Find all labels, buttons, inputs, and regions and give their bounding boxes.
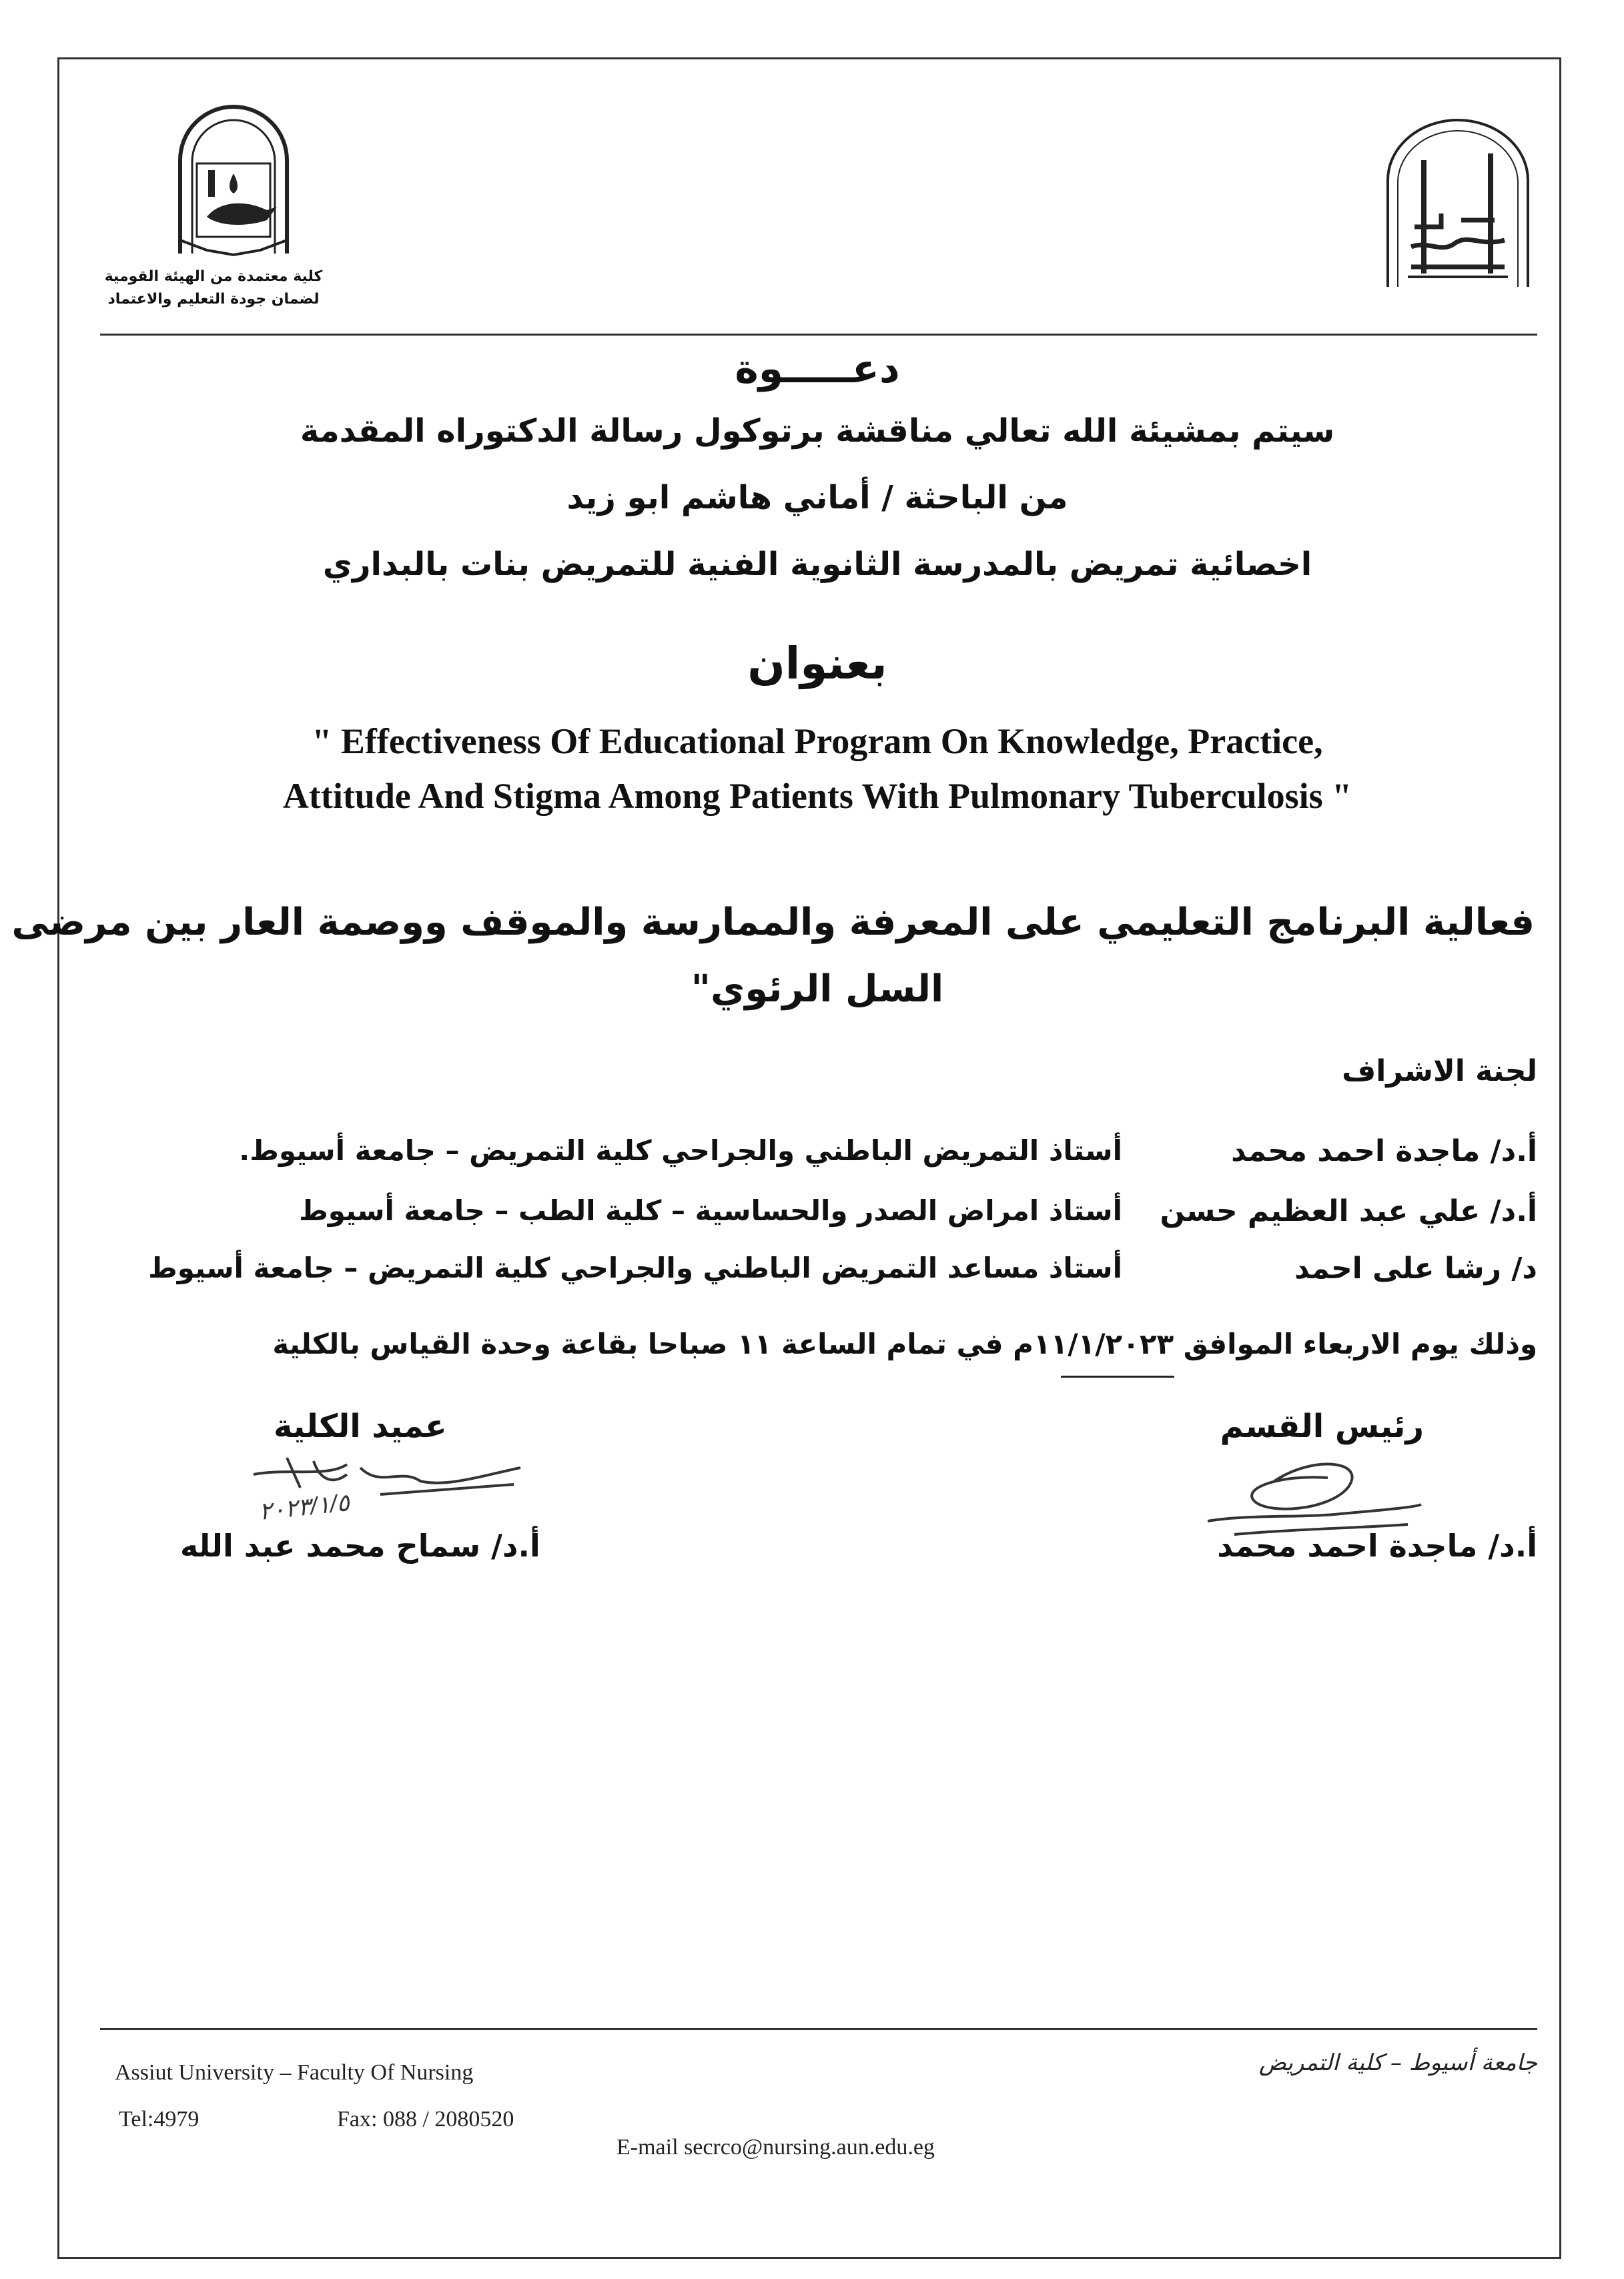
- committee-label: لجنة الاشراف: [1342, 1054, 1537, 1088]
- committee-member-name: د/ رشا على احمد: [1294, 1252, 1537, 1286]
- committee-member-name: أ.د/ علي عبد العظيم حسن: [1160, 1194, 1537, 1228]
- dean-name: أ.د/ سماح محمد عبد الله: [180, 1528, 540, 1564]
- intro-line: سيتم بمشيئة الله تعالي مناقشة برتوكول رسالة الدكتوراه المقدمة: [300, 412, 1335, 450]
- schedule-text: وذلك يوم الاربعاء الموافق ١١/١/٢٠٢٣م في تمام الساعة ١١ صباحا بقاعة وحدة القياس بالكلية: [272, 1328, 1537, 1360]
- english-title-line: Attitude And Stigma Among Patients With Pulmonary Tuberculosis ": [282, 776, 1352, 816]
- footer-arabic: جامعة أسيوط – كلية التمريض: [1258, 2049, 1537, 2076]
- header-divider: [100, 334, 1537, 336]
- caption-line: لضمان جودة التعليم والاعتماد: [107, 291, 320, 308]
- committee-member-position: أستاذ التمريض الباطني والجراحي كلية التمريض – جامعة أسيوط.: [239, 1134, 1122, 1167]
- nursing-logo-caption: [87, 266, 340, 311]
- dean-signature-date: ٢٠٢٣/١/٥: [258, 1488, 351, 1525]
- arabic-title-line: السل الرئوي": [691, 967, 944, 1011]
- footer-divider: [100, 2028, 1537, 2030]
- invitation-title: دعـــــوة: [735, 346, 900, 392]
- committee-member-position: أستاذ مساعد التمريض الباطني والجراحي كلية التمريض – جامعة أسيوط: [148, 1252, 1122, 1284]
- arabic-title-line: فعالية البرنامج التعليمي على المعرفة والممارسة والموقف ووصمة العار بين مرضى: [11, 901, 1535, 944]
- caption-line: كلية معتمدة من الهيئة القومية: [104, 268, 323, 285]
- faculty-of-nursing-logo: [167, 100, 300, 260]
- dept-head-signature: [1194, 1441, 1435, 1541]
- footer-fax: Fax: 088 / 2080520: [337, 2107, 514, 2132]
- dept-head-name: أ.د/ ماجدة احمد محمد: [1217, 1528, 1537, 1564]
- assiut-university-logo: [1381, 113, 1535, 294]
- footer-email: E-mail secrco@nursing.aun.edu.eg: [617, 2135, 935, 2160]
- date-underline: [1061, 1376, 1174, 1378]
- section-subtitle: بعنوان: [747, 638, 887, 689]
- footer-university: Assiut University – Faculty Of Nursing: [115, 2060, 474, 2085]
- committee-member-position: أستاذ امراض الصدر والحساسية – كلية الطب – جامعة أسيوط: [299, 1194, 1122, 1227]
- footer-tel: Tel:4979: [119, 2107, 199, 2132]
- committee-member-name: أ.د/ ماجدة احمد محمد: [1231, 1134, 1537, 1168]
- dept-head-role: رئيس القسم: [1220, 1408, 1424, 1445]
- english-title-line: " Effectiveness Of Educational Program On Knowledge, Practice,: [312, 721, 1323, 761]
- researcher-affiliation: اخصائية تمريض بالمدرسة الثانوية الفنية للتمريض بنات بالبداري: [322, 546, 1312, 583]
- dean-role: عميد الكلية: [274, 1408, 447, 1445]
- researcher-line: من الباحثة / أماني هاشم ابو زيد: [566, 479, 1068, 516]
